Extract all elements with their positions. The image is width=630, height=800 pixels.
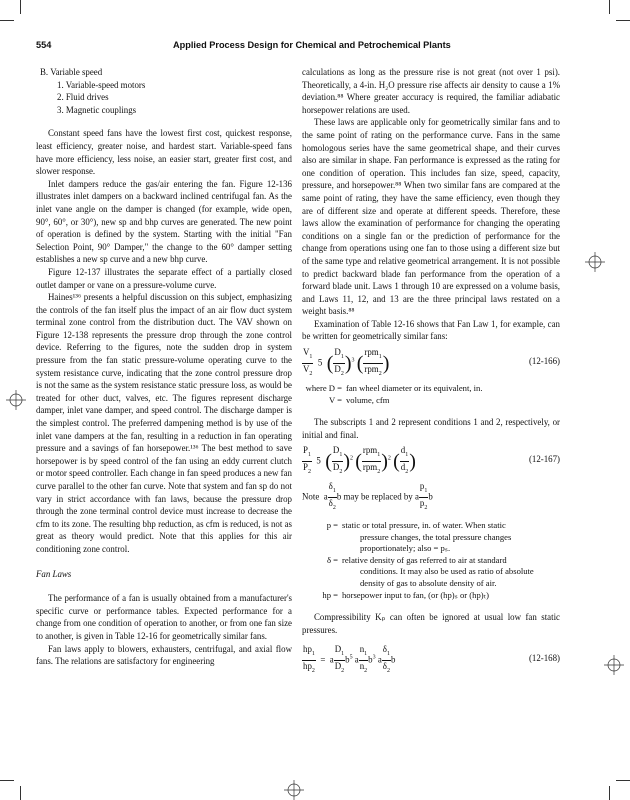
left-column (36, 66, 292, 668)
equation-12-168: $\frac{hp_1}{hp_2}$ = a $\frac{D_1}{D_2}$ $b^5$ a $\frac{n_1}{n_2}$ $b^3$ a $\frac{\delta_1}{\delta_2}$ b (12-168) (303, 644, 560, 674)
paragraph: Inlet dampers reduce the gas/air entering the fan. Figure 12-136 illustrates inlet dampers on a backward inclined centrifugal fan. As the inlet vane angle on the damper is changed (for example, wide open, 90°, 60°, or 30°), new sp and bhp curves are generated. The new point of operation is defined by the system. Starting with the initial "Fan Selection Point, 90° Damper," the change to the 60° damper setting establishes a new sp curve and a new bhp curve. (36, 178, 292, 265)
paragraph: The performance of a fan is usually obtained from a manufacturer's specific curve or performance tables. Expected performance for a change from one condition of operation to another, or from one fan size to another, is given in Table 12-16 for geometrically similar fans. (36, 593, 292, 641)
crop-mark (20, 0, 21, 14)
registration-mark-icon (284, 780, 304, 800)
crop-mark (20, 786, 21, 800)
section-heading: Fan Laws (36, 568, 72, 579)
crop-mark (0, 20, 14, 21)
registration-mark-icon (604, 655, 624, 675)
note-line: Note a $\frac{\delta_1}{\delta_2}$ b may be replaced by a $\frac{p_1}{p_2}$ b (302, 481, 433, 511)
crop-mark (616, 780, 630, 781)
list-item: 3. Magnetic couplings (57, 104, 137, 115)
definitions-1: where D = fan wheel diameter or its equivalent, in. V = volume, cfm (305, 383, 483, 405)
registration-mark-icon (585, 252, 605, 272)
paragraph: These laws are applicable only for geometrically similar fans and to the same point of rating on the performance curve. Fans in the same homologous series have the same geometrical shape, and their curves also are similar in shape. Fan performance is expressed as the rating for one condition of operation. This includes fan size, speed, capacity, pressure, and horsepower.⁸⁸ When two similar fans are compared at the same point of rating, they have the same efficiency, even though they are of different size and operate at different speeds. Therefore, these laws allow the examination of performance for changing the operating conditions on a single fan or the prediction of performance for the change from operations using one fan to those using a different size but of the same type and relative geometrical arrangement. It is not possible to predict backward blade fan performance from the operation of a forward blade unit. Laws 1 through 10 are expressed on a volume basis, and Laws 11, 12, and 13 are the three principal laws restated on a weight basis.⁸⁸ (302, 117, 560, 317)
crop-mark (609, 0, 610, 14)
speed-control-list (36, 66, 292, 116)
crop-mark (0, 780, 14, 781)
running-header (36, 40, 576, 54)
paragraph: Figure 12-137 illustrates the separate effect of a partially closed outlet damper or vane on a pressure-volume curve. (36, 266, 292, 290)
equation-number: (12-168) (528, 653, 560, 664)
list-item: 2. Fluid drives (57, 92, 109, 103)
crop-mark (609, 786, 610, 800)
list-item: 1. Variable-speed motors (57, 79, 146, 90)
registration-mark-icon (6, 390, 26, 410)
paragraph: Constant speed fans have the lowest first cost, quickest response, least efficiency, greater noise, and hardest start. Variable-speed fans have more efficiency, less noise, an easier start, greater first cost, and slower response. (36, 128, 292, 177)
equation-number: (12-166) (528, 356, 560, 367)
definitions-2: p = static or total pressure, in. of water. When static pressure changes, the total pressure changes proportionately; also = pₛ. δ = relative density of gas referred to air at standard conditions. It may also be used as ratio of absolute density of gas to absolute density of air. hp = horsepower input to fan, (or (hp)ₛ or (hp)ₜ) (322, 520, 534, 600)
crop-mark (616, 20, 630, 21)
equation-12-166: $\frac{V_1}{V_2}$ 5 ( $\frac{D_1}{D_2}$ )$^3$ ( $\frac{rpm_1}{rpm_2}$ ) (12-166) (303, 347, 560, 377)
paragraph: Haines¹³⁶ presents a helpful discussion on this subject, emphasizing the controls of the fan itself plus the impact of an air flow duct system terminal zone control from the distribution duct. The VAV shown on Figure 12-138 represents the pressure drop through the zone control device. Referring to the figures, note the sudden drop in system pressure from the fan static pressure-volume operating curve to the system resistance curve, indicating that the zone control pressure drop is not the same as the system resistance static pressure loss, as would be treated for other duct, valves, etc. The figures represent discharge damper, inlet vane damper, and speed control. The discharge damper is the simplest control. The preferred dampening method is by use of the inlet vane dampers at the fan, resulting in a reduction in fan operating pressure and a savings of fan horsepower.¹³⁶ The best method to save horsepower is by speed control of the fan using an eddy current clutch or motor speed controller. Each change in fan speed produces a new fan curve parallel to the other fan curve. Note that system and fan sp do not vary in strict accordance with fan laws, because the pressure drop through the zone terminal control device must increase to decrease the cfm to its zone. The resulting bhp reduction, as cfm is reduced, is not as great as theory would predict. Note that this applies for this air conditioning zone control. (36, 292, 292, 554)
list-item: B. Variable speed (40, 67, 103, 77)
equation-number: (12-167) (528, 454, 560, 465)
paragraph: Fan laws apply to blowers, exhausters, centrifugal, and axial flow fans. The relations are satisfactory for engineering (36, 643, 292, 667)
page-number: 554 (36, 40, 52, 50)
paragraph: Examination of Table 12-16 shows that Fan Law 1, for example, can be written for geometrically similar fans: (302, 318, 560, 342)
paragraph: The subscripts 1 and 2 represent conditions 1 and 2, respectively, or initial and final. (302, 417, 560, 440)
equation-12-167: $\frac{P_1}{P_2}$ 5 ( $\frac{D_1}{D_2}$ )$^2$ ( $\frac{rpm_1}{rpm_2}$ )$^2$ ( $\frac{d_1}{d_2}$ ) (12-167) (303, 445, 560, 475)
running-title: Applied Process Design for Chemical and Petrochemical Plants (173, 40, 451, 50)
right-column (302, 66, 560, 680)
paragraph: Compressibility Kₚ can often be ignored at usual low fan static pressures. (302, 612, 560, 635)
paragraph: calculations as long as the pressure rise is not great (not over 1 psi). Theoretically, a 4-in. H₂O pressure rise affects air density to cause a 1% deviation.⁸⁸ Where greater accuracy is required, the familiar adiabatic horsepower relations are used. (302, 67, 560, 115)
